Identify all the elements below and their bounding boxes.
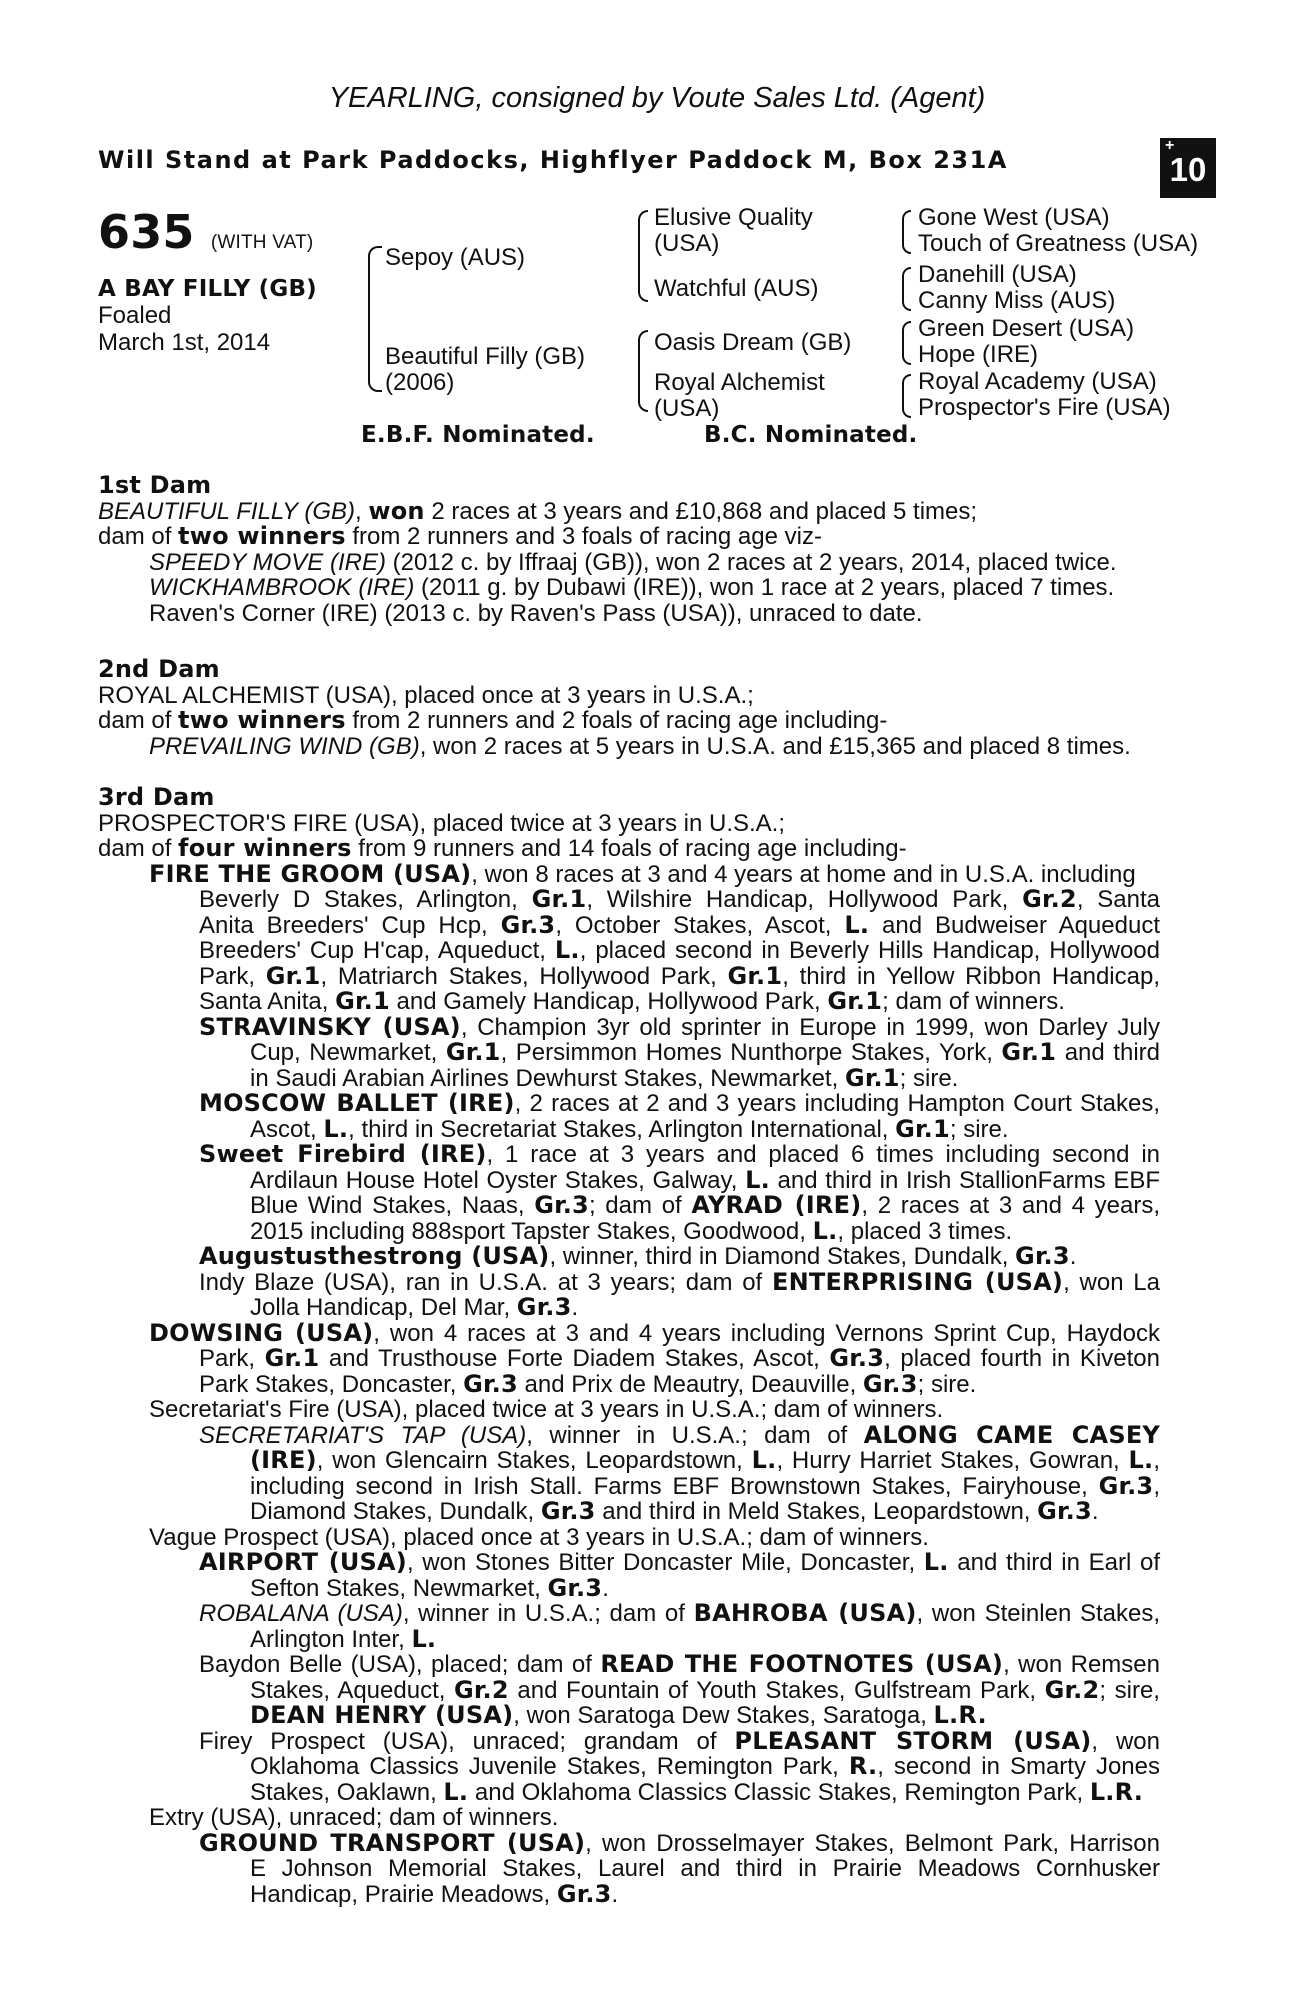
bold-text: L. xyxy=(1128,1446,1154,1474)
third-dam-produce-line xyxy=(98,1114,1160,1143)
bold-text: Gr.1 xyxy=(531,885,587,913)
third-dam-produce-line xyxy=(98,1063,1160,1092)
bold-text: L.R. xyxy=(933,1701,987,1729)
plain-text: Extry (USA), unraced; dam of winners. xyxy=(149,1804,559,1831)
plain-text: , xyxy=(1153,1472,1160,1500)
plain-text: , Hurry Harriet Stakes, Gowran, xyxy=(776,1447,1129,1474)
third-dam-produce-line xyxy=(98,887,1160,913)
pedigree-bracket-2 xyxy=(902,267,911,311)
third-dam-produce-line xyxy=(98,1675,1160,1704)
lot-badge-number: 10 xyxy=(1169,151,1207,188)
bold-text: Gr.1 xyxy=(827,987,883,1015)
third-dam-produce-line xyxy=(98,1879,1160,1908)
bold-text: AYRAD (IRE) xyxy=(691,1191,862,1219)
third-dam-produce-line xyxy=(98,1703,1160,1729)
plain-text: , Santa xyxy=(1076,886,1160,913)
bold-text: L. xyxy=(751,1446,777,1474)
plain-text: Blue Wind Stakes, Naas, xyxy=(250,1192,535,1219)
lot-badge xyxy=(1160,138,1216,198)
plain-text: , won 4 races at 3 and 4 years including Vernons Sprint Cup, Haydock xyxy=(373,1319,1160,1347)
plain-text: and Prix de Meautry, Deauville, xyxy=(517,1370,863,1398)
bold-text: Gr.1 xyxy=(445,1038,501,1066)
bold-text: L. xyxy=(323,1114,349,1143)
third-dam-produce-line xyxy=(98,1624,1160,1653)
plain-text: . xyxy=(602,1574,609,1602)
bold-text: Gr.1 xyxy=(895,1114,950,1143)
plain-text: Ardilaun House Hotel Oyster Stakes, Galway, xyxy=(250,1166,746,1194)
plain-text: , third in Yellow Ribbon Handicap, xyxy=(782,962,1160,990)
third-dam-produce-line xyxy=(98,1346,1160,1372)
plain-text: in Saudi Arabian Airlines Dewhurst Stakes, Newmarket, xyxy=(250,1064,845,1092)
pedigree-dd-country: (USA) xyxy=(654,395,720,422)
third-dam-produce-line xyxy=(98,1193,1160,1219)
third-dam-produce-line xyxy=(98,1091,1160,1117)
plain-text: , placed second in Beverly Hills Handicap, Hollywood xyxy=(579,937,1161,964)
bold-text: ALONG CAME CASEY xyxy=(863,1420,1160,1449)
plain-text: , won Stones Bitter Doncaster Mile, Doncaster, xyxy=(406,1549,924,1576)
plain-text: and Trusthouse Forte Diadem Stakes, Ascot, xyxy=(319,1345,830,1372)
plain-text: and third in Irish StallionFarms EBF xyxy=(769,1166,1161,1194)
third-dam-heading: 3rd Dam xyxy=(98,783,215,811)
plain-text: Arlington Inter, xyxy=(250,1625,412,1653)
bold-text: Gr.3 xyxy=(1098,1471,1154,1500)
bold-text: GROUND TRANSPORT (USA) xyxy=(199,1828,586,1857)
third-dam-produce-post: from 9 runners and 14 foals of racing age including- xyxy=(351,835,907,862)
third-dam-produce-line xyxy=(98,1652,1160,1678)
bold-text: Gr.3 xyxy=(540,1497,596,1525)
progeny-name: PREVAILING WIND (GB) xyxy=(149,732,420,760)
third-dam-produce-line xyxy=(98,1525,1160,1551)
second-dam-produce-post: from 2 runners and 2 foals of racing age including- xyxy=(345,707,888,734)
plain-text: , placed 3 times. xyxy=(837,1217,1013,1245)
first-dam-progeny-1 xyxy=(98,550,1198,576)
pedigree-ds: Oasis Dream (GB) xyxy=(654,329,852,356)
pedigree-sss: Gone West (USA) xyxy=(918,204,1110,231)
bc-nominated: B.C. Nominated. xyxy=(704,422,918,448)
pedigree-dsd: Hope (IRE) xyxy=(918,341,1039,368)
third-dam-produce-line xyxy=(98,1550,1160,1576)
first-dam-section xyxy=(98,473,1198,626)
plain-text: Stakes, Aqueduct, xyxy=(250,1676,455,1704)
bold-text: Gr.1 xyxy=(335,987,390,1015)
lot-name: A BAY FILLY (GB) xyxy=(98,276,317,302)
plain-text: . xyxy=(1091,1498,1099,1525)
plain-text: Firey Prospect (USA), unraced; grandam of xyxy=(199,1727,735,1755)
plain-text: ; sire. xyxy=(917,1370,977,1398)
plus-icon: + xyxy=(1165,137,1175,154)
plain-text: , won xyxy=(1091,1727,1160,1755)
first-dam-progeny-2 xyxy=(98,575,1198,601)
pedigree-ddd: Prospector's Fire (USA) xyxy=(918,394,1171,421)
plain-text: ; sire. xyxy=(899,1064,959,1092)
bold-text: Gr.2 xyxy=(454,1675,509,1704)
progeny-record: (2011 g. by Dubawi (IRE)), won 1 race at 2 years, placed 7 times. xyxy=(414,574,1115,601)
bold-text: L. xyxy=(745,1165,770,1194)
bold-text: Sweet Firebird (IRE) xyxy=(199,1140,487,1168)
plain-text: , won Drosselmayer Stakes, Belmont Park, Harrison xyxy=(585,1829,1160,1857)
bold-text: L. xyxy=(443,1777,469,1806)
plain-text: , Champion 3yr old sprinter in Europe in 1999, won Darley July xyxy=(460,1013,1161,1041)
third-dam-produce-line xyxy=(98,1754,1160,1780)
bold-text: Gr.2 xyxy=(1044,1675,1100,1704)
plain-text: Indy Blaze (USA), ran in U.S.A. at 3 years; dam of xyxy=(199,1268,772,1296)
bold-text: DEAN HENRY (USA) xyxy=(250,1701,514,1729)
bold-text: Gr.3 xyxy=(1037,1497,1092,1525)
first-dam-name: BEAUTIFUL FILLY (GB) xyxy=(98,497,355,525)
first-dam-heading: 1st Dam xyxy=(98,471,212,499)
progeny-name: WICKHAMBROOK (IRE) xyxy=(149,574,415,601)
bold-text: Gr.1 xyxy=(844,1063,900,1092)
plain-text: ; sire, xyxy=(1099,1676,1160,1704)
plain-text: , 2 races at 3 and 4 years, xyxy=(861,1192,1161,1219)
bold-text: Gr.1 xyxy=(727,961,783,990)
plain-text: , won 8 races at 3 and 4 years at home and in U.S.A. including xyxy=(471,860,1136,888)
plain-text: ; dam of winners. xyxy=(882,988,1065,1015)
third-dam-produce-line xyxy=(98,1805,1160,1831)
plain-text: Anita Breeders' Cup Hcp, xyxy=(199,911,501,939)
plain-text: Diamond Stakes, Dundalk, xyxy=(250,1498,541,1525)
plain-text: , third in Secretariat Stakes, Arlington International, xyxy=(348,1115,896,1143)
bold-text: STRAVINSKY (USA) xyxy=(199,1012,461,1041)
plain-text: E Johnson Memorial Stakes, Laurel and third in Prairie Meadows Cornhusker xyxy=(250,1855,1160,1882)
pedigree-bracket-3 xyxy=(902,321,911,365)
plain-text: , winner, third in Diamond Stakes, Dundalk, xyxy=(549,1243,1016,1270)
foaled-label: Foaled xyxy=(98,302,172,329)
second-dam-record: ROYAL ALCHEMIST (USA), placed once at 3 years in U.S.A.; xyxy=(98,681,754,709)
plain-text: ; dam of xyxy=(588,1192,692,1219)
third-dam-produce-line xyxy=(98,1448,1160,1474)
third-dam-produce-line xyxy=(98,1499,1160,1525)
plain-text: , winner in U.S.A.; dam of xyxy=(526,1421,864,1449)
third-dam-produce-line xyxy=(98,1573,1160,1602)
plain-text: , won Glencairn Stakes, Leopardstown, xyxy=(316,1447,752,1474)
bold-text: Gr.3 xyxy=(516,1293,572,1321)
bold-text: FIRE THE GROOM (USA) xyxy=(149,859,472,888)
plain-text: . xyxy=(571,1294,579,1321)
pedigree-bracket-sire xyxy=(638,210,648,302)
third-dam-produce-list xyxy=(98,859,1198,1908)
plain-text: Secretariat's Fire (USA), placed twice at 3 years in U.S.A.; dam of winners. xyxy=(149,1396,944,1423)
first-dam-progeny-3: Raven's Corner (IRE) (2013 c. by Raven's Pass (USA)), unraced to date. xyxy=(149,599,923,627)
plain-text: 2015 including 888sport Tapster Stakes, Goodwood, xyxy=(250,1217,813,1245)
plain-text: Park Stakes, Doncaster, xyxy=(199,1370,464,1398)
bold-text: Gr.1 xyxy=(1001,1038,1057,1066)
second-dam-produce-bold: two winners xyxy=(178,706,346,734)
third-dam-section xyxy=(98,785,1198,1907)
second-dam-heading: 2nd Dam xyxy=(98,655,220,683)
bold-text: PLEASANT STORM (USA) xyxy=(734,1726,1092,1755)
bold-text: Gr.3 xyxy=(1015,1242,1070,1270)
third-dam-record: PROSPECTOR'S FIRE (USA), placed twice at 3 years in U.S.A.; xyxy=(98,809,786,837)
plain-text: Handicap, Prairie Meadows, xyxy=(250,1880,557,1908)
bold-text: MOSCOW BALLET (IRE) xyxy=(199,1089,515,1117)
plain-text: including second in Irish Stall. Farms EBF Brownstown Stakes, Fairyhouse, xyxy=(250,1472,1099,1500)
plain-text: Ascot, xyxy=(250,1115,324,1143)
plain-text: , 2 races at 2 and 3 years including Hampton Court Stakes, xyxy=(514,1090,1161,1117)
pedigree-dam: Beautiful Filly (GB) xyxy=(385,343,586,370)
plain-text: , placed fourth in Kiveton xyxy=(884,1345,1160,1372)
third-dam-produce-line xyxy=(98,1828,1160,1857)
third-dam-produce-line xyxy=(98,1471,1160,1500)
lot-number-value: 635 xyxy=(98,205,195,259)
bold-text: Augustusthestrong (USA) xyxy=(199,1242,550,1270)
third-dam-produce-line xyxy=(98,961,1160,990)
bold-text: Gr.3 xyxy=(534,1191,589,1219)
plain-text: and third in Meld Stakes, Leopardstown, xyxy=(595,1498,1038,1525)
bold-text: Gr.3 xyxy=(500,910,556,939)
plain-text: Cup, Newmarket, xyxy=(250,1039,446,1066)
third-dam-produce xyxy=(98,836,1198,862)
third-dam-produce-line xyxy=(98,1856,1160,1882)
first-dam-record-text: 2 races at 3 years and £10,868 and placed 5 times; xyxy=(424,497,978,525)
bold-text: L. xyxy=(923,1548,949,1576)
third-dam-produce-line xyxy=(98,1165,1161,1194)
progeny-name: SPEEDY MOVE (IRE) xyxy=(149,548,386,576)
bold-text: Gr.2 xyxy=(1022,885,1077,913)
bold-text: BAHROBA (USA) xyxy=(693,1599,917,1627)
plain-text: Breeders' Cup H'cap, Aqueduct, xyxy=(199,937,555,964)
bold-text: L.R. xyxy=(1089,1777,1144,1806)
plain-text: , winner in U.S.A.; dam of xyxy=(402,1600,694,1627)
bold-text: L. xyxy=(844,910,870,939)
plain-text: . xyxy=(1069,1243,1077,1270)
first-dam-record xyxy=(98,496,1198,525)
pedigree-ss-country: (USA) xyxy=(654,230,720,257)
third-dam-produce-pre: dam of xyxy=(98,835,179,862)
pedigree-ss: Elusive Quality xyxy=(654,204,813,231)
third-dam-produce-line xyxy=(98,1142,1160,1168)
foaled-date: March 1st, 2014 xyxy=(98,329,271,356)
bold-text: L. xyxy=(554,936,580,964)
bold-text: R. xyxy=(848,1752,878,1780)
third-dam-produce-line xyxy=(98,1318,1160,1347)
plain-text: and Budweiser Aqueduct xyxy=(869,911,1160,939)
bold-text: Gr.3 xyxy=(862,1369,918,1398)
first-dam-produce-bold: two winners xyxy=(178,522,346,550)
plain-text: , won Saratoga Dew Stakes, Saratoga, xyxy=(513,1702,934,1729)
bold-text: READ THE FOOTNOTES (USA) xyxy=(600,1650,1004,1678)
plain-text: Oklahoma Classics Juvenile Stakes, Remington Park, xyxy=(250,1753,849,1780)
plain-text: , xyxy=(1153,1447,1160,1474)
pedigree-bracket-1 xyxy=(902,210,911,254)
catalogue-header: YEARLING, consigned by Voute Sales Ltd. (Agent) xyxy=(328,82,986,114)
plain-text: and Oklahoma Classics Classic Stakes, Remington Park, xyxy=(468,1778,1090,1806)
first-dam-produce xyxy=(98,524,1198,550)
plain-text: ; sire. xyxy=(949,1115,1009,1143)
first-dam-produce-pre: dam of xyxy=(98,523,179,550)
third-dam-produce-bold: four winners xyxy=(178,834,352,862)
bold-text: L. xyxy=(812,1216,838,1245)
plain-text: , won Steinlen Stakes, xyxy=(916,1600,1161,1627)
bold-text: Gr.3 xyxy=(463,1369,518,1398)
plain-text: , Wilshire Handicap, Hollywood Park, xyxy=(586,886,1023,913)
first-dam-produce-post: from 2 runners and 3 foals of racing age viz- xyxy=(345,523,822,550)
plain-text: , October Stakes, Ascot, xyxy=(555,911,845,939)
plain-text: Santa Anita, xyxy=(199,988,336,1015)
third-dam-produce-line xyxy=(98,1369,1160,1398)
third-dam-produce-line xyxy=(98,1012,1161,1041)
pedigree-bracket-main xyxy=(368,246,382,392)
third-dam-produce-line xyxy=(98,1267,1161,1296)
lot-number xyxy=(98,205,314,267)
bold-text: Gr.3 xyxy=(556,1879,612,1908)
plain-text: Sefton Stakes, Newmarket, xyxy=(250,1574,548,1602)
progeny-record: , won 2 races at 5 years in U.S.A. and £15,365 and placed 8 times. xyxy=(419,732,1131,760)
plain-text: Baydon Belle (USA), placed; dam of xyxy=(199,1651,601,1678)
second-dam-produce-pre: dam of xyxy=(98,707,179,734)
plain-text: Vague Prospect (USA), placed once at 3 years in U.S.A.; dam of winners. xyxy=(149,1523,929,1551)
bold-text: AIRPORT (USA) xyxy=(199,1548,407,1576)
third-dam-produce-line xyxy=(98,1777,1160,1806)
progeny-record: (2012 c. by Iffraaj (GB)), won 2 races at 2 years, 2014, placed twice. xyxy=(385,548,1117,576)
italic-text: ROBALANA (USA) xyxy=(199,1600,403,1627)
pedigree-sds: Danehill (USA) xyxy=(918,261,1077,288)
bold-text: ENTERPRISING (USA) xyxy=(772,1267,1064,1296)
first-dam-won: won xyxy=(368,496,425,525)
third-dam-produce-line xyxy=(98,1726,1160,1755)
third-dam-produce-line xyxy=(98,1397,1160,1423)
third-dam-produce-line xyxy=(98,910,1160,939)
bold-text: Gr.1 xyxy=(264,1344,320,1372)
third-dam-produce-line xyxy=(98,1244,1160,1270)
plain-text: , won Remsen xyxy=(1003,1651,1160,1678)
plain-text: , 1 race at 3 years and placed 6 times including second in xyxy=(486,1141,1161,1168)
pedigree-dam-year: (2006) xyxy=(385,369,455,396)
pedigree-sire: Sepoy (AUS) xyxy=(385,244,526,271)
plain-text: and third xyxy=(1056,1039,1160,1066)
third-dam-produce-line xyxy=(98,1216,1160,1245)
pedigree-ssd: Touch of Greatness (USA) xyxy=(918,230,1199,257)
first-dam-sep: , xyxy=(354,497,369,525)
third-dam-produce-line xyxy=(98,1040,1160,1066)
plain-text: Beverly D Stakes, Arlington, xyxy=(199,886,532,913)
second-dam-produce xyxy=(98,708,1198,734)
plain-text: and third in Earl of xyxy=(948,1549,1160,1576)
third-dam-produce-line xyxy=(98,938,1160,964)
bold-text: L. xyxy=(411,1624,437,1653)
pedigree-dss: Green Desert (USA) xyxy=(918,315,1135,342)
pedigree-sd: Watchful (AUS) xyxy=(654,275,819,302)
pedigree-bracket-dam xyxy=(638,330,648,412)
bold-text: (IRE) xyxy=(250,1446,317,1474)
pedigree-dds: Royal Academy (USA) xyxy=(918,368,1157,395)
third-dam-produce-line xyxy=(98,859,1160,888)
vat-note: (WITH VAT) xyxy=(210,232,314,253)
plain-text: , second in Smarty Jones xyxy=(877,1753,1160,1780)
bold-text: Gr.3 xyxy=(547,1573,603,1602)
italic-text: SECRETARIAT'S TAP (USA) xyxy=(199,1421,527,1449)
stand-location: Will Stand at Park Paddocks, Highflyer Paddock M, Box 231A xyxy=(98,146,1008,174)
ebf-nominated: E.B.F. Nominated. xyxy=(361,422,595,448)
third-dam-produce-line xyxy=(98,1601,1160,1627)
bold-text: Gr.3 xyxy=(829,1344,885,1372)
third-dam-produce-line xyxy=(98,989,1160,1015)
pedigree-dd: Royal Alchemist xyxy=(654,369,825,396)
bold-text: Gr.1 xyxy=(265,961,321,990)
plain-text: , Persimmon Homes Nunthorpe Stakes, York, xyxy=(500,1039,1002,1066)
pedigree-bracket-4 xyxy=(902,374,911,418)
third-dam-produce-line xyxy=(98,1295,1160,1321)
second-dam-section xyxy=(98,657,1198,759)
plain-text: and Fountain of Youth Stakes, Gulfstream Park, xyxy=(508,1676,1045,1704)
plain-text: Stakes, Oaklawn, xyxy=(250,1778,444,1806)
third-dam-produce-line xyxy=(98,1420,1160,1449)
plain-text: , won La xyxy=(1063,1268,1161,1296)
plain-text: Jolla Handicap, Del Mar, xyxy=(250,1294,517,1321)
plain-text: and Gamely Handicap, Hollywood Park, xyxy=(389,988,828,1015)
plain-text: Park, xyxy=(199,1345,265,1372)
second-dam-progeny-1 xyxy=(98,734,1198,760)
plain-text: , Matriarch Stakes, Hollywood Park, xyxy=(320,962,728,990)
plain-text: . xyxy=(611,1880,619,1908)
pedigree-sdd: Canny Miss (AUS) xyxy=(918,287,1116,314)
bold-text: DOWSING (USA) xyxy=(149,1318,374,1347)
plain-text: Park, xyxy=(199,962,266,990)
